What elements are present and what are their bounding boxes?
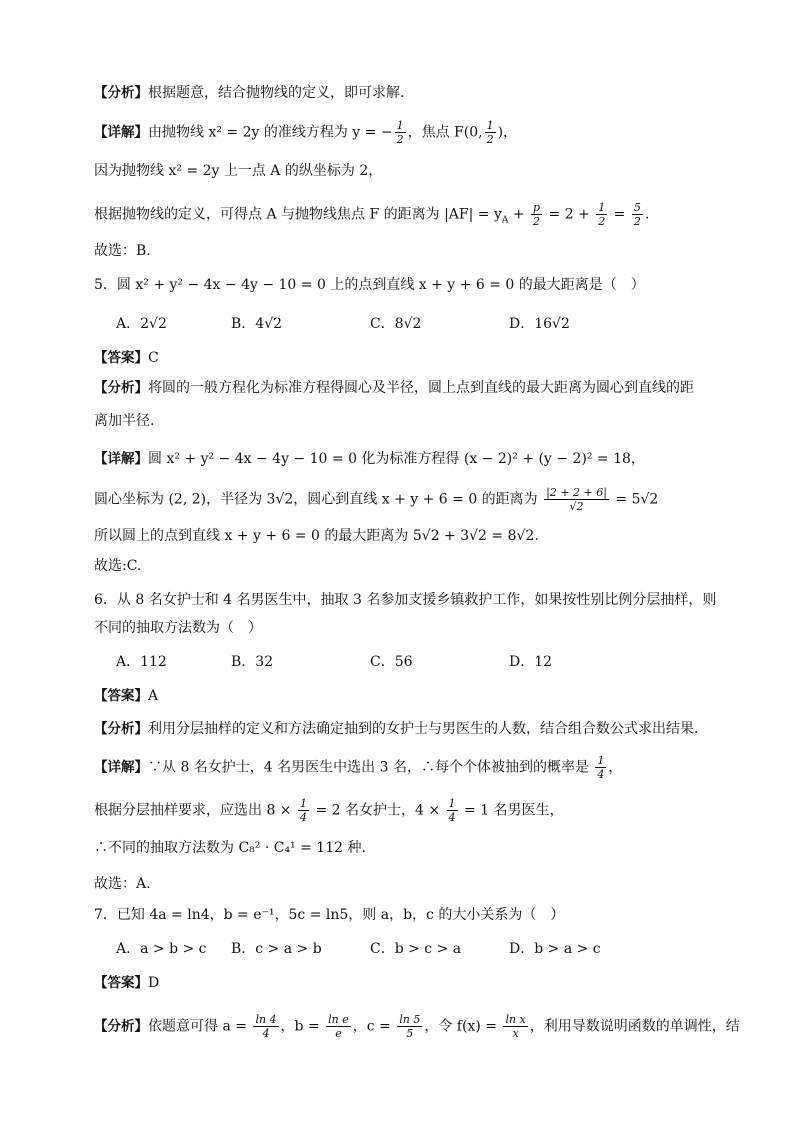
analysis-line-circle: 【分析】将圆的一般方程化为标准方程得圆心及半径，圆上点到直线的最大距离为圆心到直线的距 bbox=[94, 380, 694, 396]
option-b: B．4√2 bbox=[231, 316, 283, 332]
fraction: $\frac{\ln 4}{4}$ bbox=[255, 1013, 277, 1040]
analysis-line-parabola: 【分析】根据题意，结合抛物线的定义，即可求解. bbox=[94, 85, 405, 101]
fraction: $\frac{\text{ln x}}{x}$ bbox=[505, 1013, 526, 1040]
answer-line-6: 【答案】A bbox=[94, 688, 159, 704]
option-a: A．112 bbox=[116, 654, 167, 670]
analysis-tag: 【分析】 bbox=[94, 85, 148, 101]
detail-tag: 【详解】 bbox=[94, 759, 148, 776]
fraction: $\frac{1}{2}$ bbox=[396, 119, 404, 146]
fraction: $\frac{\text{ln e}}{e}$ bbox=[328, 1013, 349, 1040]
answer-line-7: 【答案】D bbox=[94, 975, 160, 991]
analysis-tag: 【分析】 bbox=[94, 1018, 148, 1035]
detail-line-circle: 【详解】圆 x² + y² − 4x − 4y − 10 = 0 化为标准方程得 (x − 2)² + (y − 2)² = 18， bbox=[94, 451, 645, 467]
detail-tag: 【详解】 bbox=[94, 124, 148, 141]
fraction: $\frac{1}{2}$ bbox=[486, 119, 494, 146]
detail-line-parabola-directrix: 【详解】由抛物线 x² = 2y 的准线方程为 y = − $\frac{1}{2}$ ，焦点 F(0, $\frac{1}{2}$ )， bbox=[94, 119, 518, 146]
option-a: A．a > b > c bbox=[116, 941, 207, 957]
option-c: C．8√2 bbox=[370, 316, 422, 332]
analysis-line-sampling: 【分析】利用分层抽样的定义和方法确定抽到的女护士与男医生的人数，结合组合数公式求出结果. bbox=[94, 721, 699, 737]
text-line-stratified: 根据分层抽样要求，应选出 8 × $\frac{1}{4}$ = 2 名女护士，4 × $\frac{1}{4}$ = 1 名男医生， bbox=[94, 797, 564, 824]
text-line: 因为抛物线 x² = 2y 上一点 A 的纵坐标为 2， bbox=[94, 163, 383, 179]
option-a: A．2√2 bbox=[116, 316, 167, 332]
fraction: $\frac{5}{2}$ bbox=[633, 201, 641, 228]
answer-tag: 【答案】 bbox=[94, 350, 148, 366]
text-line: 所以圆上的点到直线 x + y + 6 = 0 的最大距离为 5√2 + 3√2 = 8√2. bbox=[94, 528, 539, 544]
detail-tag: 【详解】 bbox=[94, 451, 148, 467]
option-c: C．b > c > a bbox=[370, 941, 462, 957]
analysis-tag: 【分析】 bbox=[94, 721, 148, 737]
option-d: D．16√2 bbox=[509, 316, 570, 332]
analysis-line-log-compare: 【分析】依题意可得 a = $\frac{\ln 4}{4}$ ，b = $\frac{\text{ln e}}{e}$ ，c = $\frac{\ln 5}{5}$ ，令 f(x) = $\frac{\text{ln x}}{x}$ ，利用导数说明函数的单调性，结 bbox=[94, 1013, 740, 1040]
answer-tag: 【答案】 bbox=[94, 975, 148, 991]
question-7: 7．已知 4a = ln4，b = e⁻¹，5c = ln5，则 a，b，c 的大小关系为（ ） bbox=[94, 907, 565, 923]
question-5: 5．圆 x² + y² − 4x − 4y − 10 = 0 上的点到直线 x + y + 6 = 0 的最大距离是（ ） bbox=[94, 277, 645, 293]
fraction: $\frac{1}{4}$ bbox=[448, 797, 456, 824]
question-6-cont: 不同的抽取方法数为（ ） bbox=[94, 620, 262, 636]
fraction: $\frac{1}{2}$ bbox=[598, 201, 606, 228]
answer-line-5: 【答案】C bbox=[94, 350, 159, 366]
option-b: B．32 bbox=[231, 654, 274, 670]
question-6: 6．从 8 名女护士和 4 名男医生中，抽取 3 名参加支援乡镇救护工作，如果按性别比例分层抽样，则 bbox=[94, 592, 717, 608]
fraction: $\frac{\ln 5}{5}$ bbox=[399, 1013, 421, 1040]
choice-line: 故选：A. bbox=[94, 876, 151, 892]
analysis-tag: 【分析】 bbox=[94, 380, 148, 396]
option-d: D．b > a > c bbox=[509, 941, 601, 957]
fraction: $\frac{|2 + 2 + 6|}{√2}$ bbox=[546, 486, 607, 513]
answer-tag: 【答案】 bbox=[94, 688, 148, 704]
detail-line-sampling: 【详解】∵从 8 名女护士，4 名男医生中选出 3 名，∴每个个体被抽到的概率是 $\frac{1}{4}$ ， bbox=[94, 754, 623, 781]
text-line-combination: ∴不同的抽取方法数为 C₈² · C₄¹ = 112 种. bbox=[94, 840, 366, 856]
option-d: D．12 bbox=[509, 654, 553, 670]
fraction: $\frac{1}{4}$ bbox=[300, 797, 307, 824]
text-line: 离加半径. bbox=[94, 413, 155, 429]
text-line-focus-distance: 根据抛物线的定义，可得点 A 与抛物线焦点 F 的距离为 $|AF| = y_A$ + $\frac{p}{2}$ = 2 + $\frac{1}{2}$ = $\frac{5}{2}$ . bbox=[94, 201, 650, 228]
option-c: C．56 bbox=[370, 654, 413, 670]
choice-line: 故选：B. bbox=[94, 243, 151, 259]
text-line-center-distance: 圆心坐标为 (2, 2)，半径为 3√2，圆心到直线 x + y + 6 = 0 的距离为 $\frac{|2 + 2 + 6|}{√2}$ = 5√2 bbox=[94, 486, 659, 513]
fraction: $\frac{1}{4}$ bbox=[597, 754, 605, 781]
fraction: $\frac{p}{2}$ bbox=[533, 201, 541, 228]
option-b: B．c > a > b bbox=[231, 941, 322, 957]
choice-line: 故选:C. bbox=[94, 558, 142, 574]
